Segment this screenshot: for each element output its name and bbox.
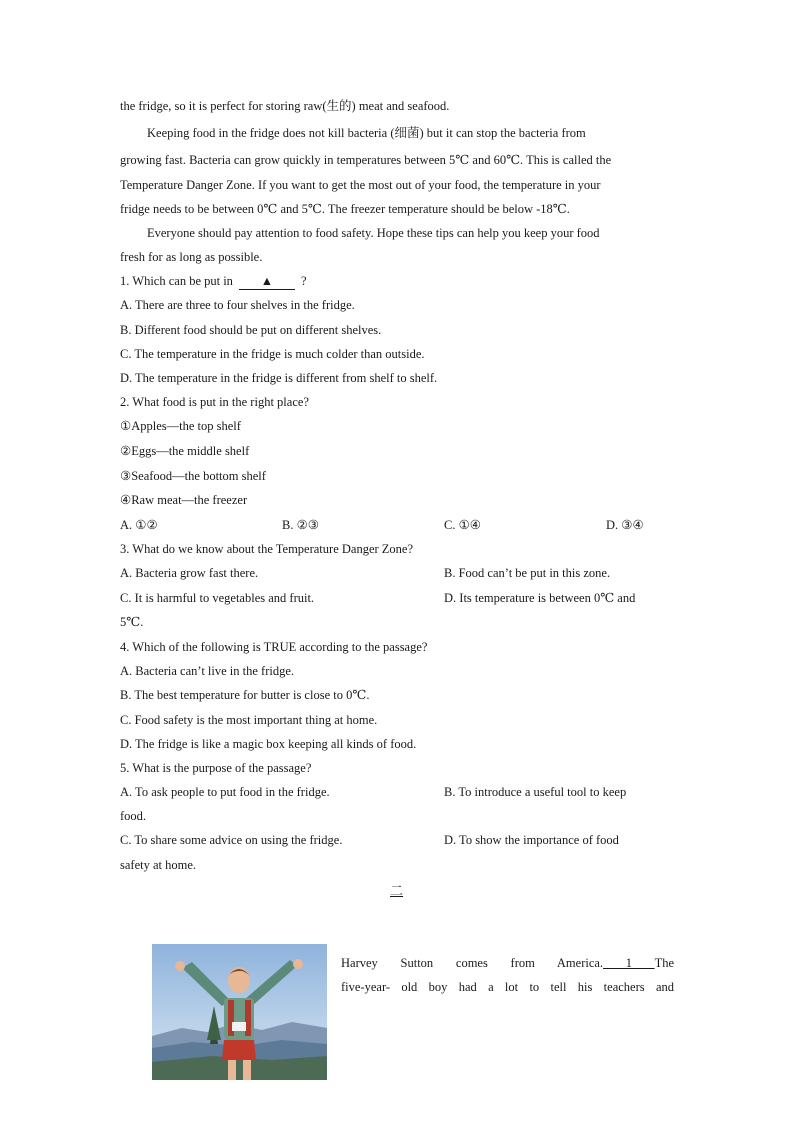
option-b-continued: food.	[120, 809, 147, 823]
question-1-stem	[120, 273, 307, 290]
option-b: B. ②③	[282, 518, 319, 532]
boy-on-mountain-illustration	[152, 944, 327, 1080]
option-a: A. There are three to four shelves in the fridge.	[120, 298, 355, 312]
passage-line: Everyone should pay attention to food safety. Hope these tips can help you keep your food	[147, 226, 600, 240]
option-b: B. The best temperature for butter is close to 0℃.	[120, 688, 370, 702]
story-line: five-year- old boy had a lot to tell his teachers and	[341, 980, 674, 994]
option-a: A. To ask people to put food in the fridge.	[120, 785, 330, 799]
list-item: ③Seafood—the bottom shelf	[120, 469, 266, 483]
answer-blank[interactable]: ▲	[239, 273, 295, 290]
question-stem-text: ?	[300, 274, 307, 288]
list-item: ①Apples—the top shelf	[120, 419, 241, 433]
boy-photo	[152, 944, 327, 1080]
story-line	[341, 956, 674, 971]
question-2-stem: 2. What food is put in the right place?	[120, 395, 309, 409]
option-c: C. It is harmful to vegetables and fruit.	[120, 591, 315, 605]
story-text: The	[654, 956, 674, 970]
option-a: A. Bacteria can’t live in the fridge.	[120, 664, 295, 678]
option-a: A. Bacteria grow fast there.	[120, 566, 259, 580]
option-b: B. Different food should be put on different shelves.	[120, 323, 382, 337]
passage-line: fridge needs to be between 0℃ and 5℃. The freezer temperature should be below -18℃.	[120, 202, 570, 216]
question-stem-text: 1. Which can be put in	[120, 274, 233, 288]
passage-line: the fridge, so it is perfect for storing raw(生的) meat and seafood.	[120, 99, 450, 113]
passage-line: Temperature Danger Zone. If you want to get the most out of your food, the temperature in your	[120, 178, 601, 192]
option-b: B. To introduce a useful tool to keep	[444, 785, 627, 799]
blank-number[interactable]: 1	[603, 956, 655, 970]
option-d: D. To show the importance of food	[444, 833, 619, 847]
option-b: B. Food can’t be put in this zone.	[444, 566, 611, 580]
option-d-continued: 5℃.	[120, 615, 144, 629]
option-d: D. The temperature in the fridge is different from shelf to shelf.	[120, 371, 438, 385]
option-d: D. The fridge is like a magic box keeping all kinds of food.	[120, 737, 417, 751]
passage-line: Keeping food in the fridge does not kill bacteria (细菌) but it can stop the bacteria from	[147, 126, 586, 140]
passage-line: fresh for as long as possible.	[120, 250, 263, 264]
option-d: D. Its temperature is between 0℃ and	[444, 591, 636, 605]
section-marker: 二	[390, 883, 404, 898]
option-c: C. ①④	[444, 518, 481, 532]
list-item: ②Eggs—the middle shelf	[120, 444, 250, 458]
list-item: ④Raw meat—the freezer	[120, 493, 248, 507]
option-d-continued: safety at home.	[120, 858, 197, 872]
option-c: C. To share some advice on using the fridge.	[120, 833, 343, 847]
story-text: Harvey Sutton comes from America.	[341, 956, 604, 970]
option-a: A. ①②	[120, 518, 158, 532]
option-c: C. Food safety is the most important thing at home.	[120, 713, 378, 727]
question-5-stem: 5. What is the purpose of the passage?	[120, 761, 312, 775]
option-c: C. The temperature in the fridge is much colder than outside.	[120, 347, 425, 361]
passage-line: growing fast. Bacteria can grow quickly in temperatures between 5℃ and 60℃. This is called the	[120, 153, 612, 167]
question-3-stem: 3. What do we know about the Temperature Danger Zone?	[120, 542, 414, 556]
question-4-stem: 4. Which of the following is TRUE according to the passage?	[120, 640, 428, 654]
option-d: D. ③④	[606, 518, 644, 532]
